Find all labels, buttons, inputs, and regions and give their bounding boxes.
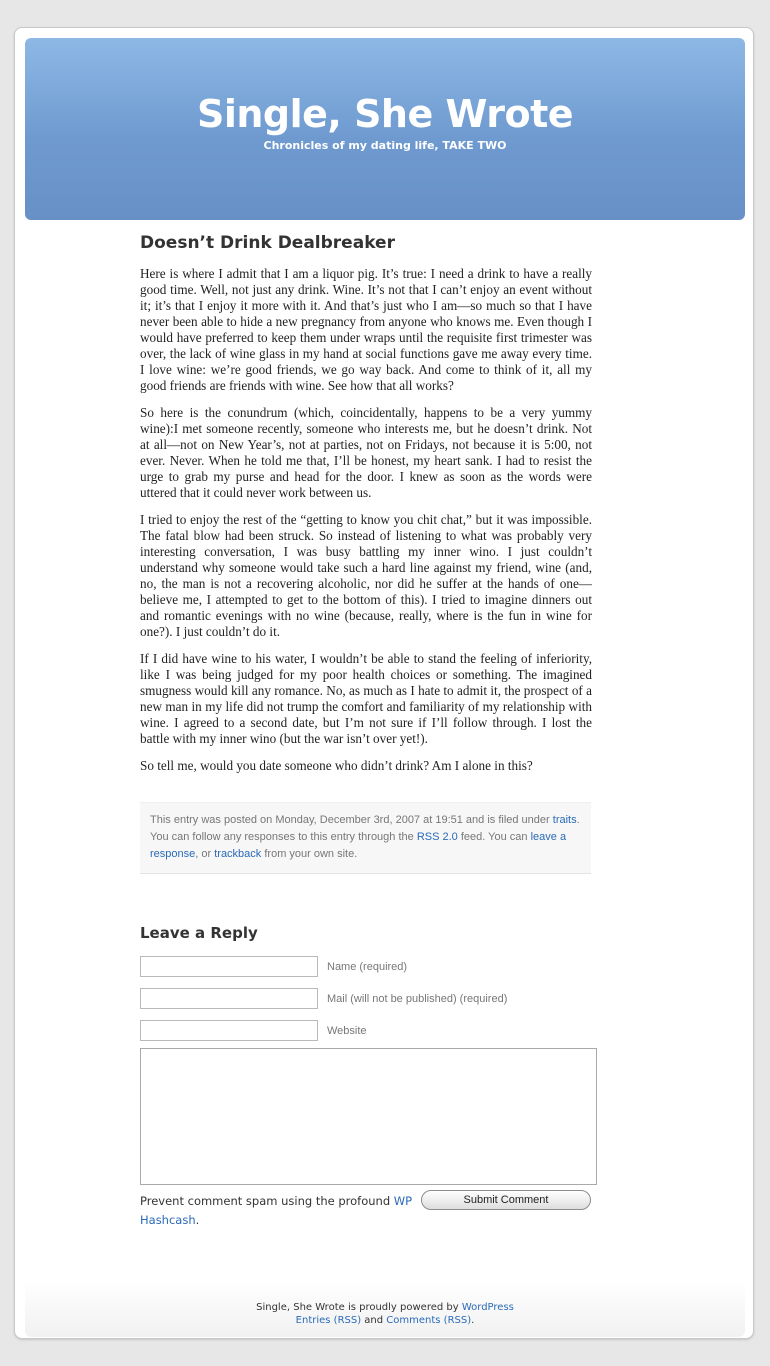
rss-feed-link[interactable]: RSS 2.0 xyxy=(416,831,458,843)
post-content xyxy=(140,230,592,785)
comments-rss-link[interactable]: Comments (RSS) xyxy=(386,1315,472,1326)
blog-title[interactable]: Single, She Wrote xyxy=(196,92,574,136)
post-paragraph: So here is the conundrum (which, coincidentally, happens to be a very yummy wine):I met someone recently, someone who interests me, but he doesn’t drink. Not at all—not on New Year’s, not at parties, not on Fridays, not because it is 5:00, not ever. Never. When he told me that, I’ll be honest, my heart sank. I had to resist the urge to grab my purse and head for the door. I knew as soon as the words were uttered that it could never work between us. xyxy=(140,405,592,500)
postmeta-text: from your own site. xyxy=(261,848,358,860)
footer-end-text: . xyxy=(471,1315,475,1326)
email-label: Mail (will not be published) (required) xyxy=(327,993,508,1005)
footer-feeds xyxy=(25,1315,745,1326)
post-metadata xyxy=(140,802,591,874)
entries-rss-link[interactable]: Entries (RSS) xyxy=(295,1315,362,1326)
website-field[interactable] xyxy=(140,1020,318,1041)
post-paragraph: So tell me, would you date someone who didn’t drink? Am I alone in this? xyxy=(140,758,533,773)
spam-note xyxy=(140,1192,430,1230)
spam-text: Prevent comment spam using the profound xyxy=(140,1194,394,1208)
website-label: Website xyxy=(327,1025,367,1037)
category-link[interactable]: traits xyxy=(552,814,577,826)
postmeta-text: This entry was posted on Monday, December 3rd, 2007 at 19:51 and is filed under xyxy=(150,814,553,826)
post-paragraph: Here is where I admit that I am a liquor pig. It’s true: I need a drink to have a really good time. Well, not just any drink. Wine. It’s not that I can’t enjoy an event without it; it’s that I enjoy it more with it. And that’s just who I am—so much so that I have never been able to hide a new pregnancy from anyone who knows me. Even though I would have preferred to keep them under wraps until the requisite first trimester was over, the lack of wine glass in my hand at social functions gave me away every time. I love wine: we’re good friends, we go way back. And come to think of it, all my good friends are friends with wine. See how that all works? xyxy=(140,266,592,393)
submit-comment-button[interactable]: Submit Comment xyxy=(421,1190,591,1210)
name-field[interactable] xyxy=(140,956,318,977)
blog-tagline: Chronicles of my dating life, TAKE TWO xyxy=(263,139,507,152)
comment-textarea[interactable] xyxy=(140,1048,597,1185)
postmeta-text: . You can follow any responses to this entry through the xyxy=(150,814,580,843)
post-paragraph: If I did have wine to his water, I wouldn’t be able to stand the feeling of inferiority, like I was being judged for my poor health choices or something. The imagined smugness would kill any romance. No, as much as I hate to admit it, the prospect of a new man in my life did not trump the comfort and familiarity of my relationship with wine. I agreed to a second date, but I’m not sure if I’ll follow through. I lost the battle with my inner wino (but the war isn’t over yet!). xyxy=(140,651,592,746)
postmeta-text: , or xyxy=(195,848,215,860)
post-title: Doesn’t Drink Dealbreaker xyxy=(140,233,395,253)
name-label: Name (required) xyxy=(327,961,408,973)
footer-and-text: and xyxy=(361,1315,387,1326)
postmeta-text: feed. You can xyxy=(457,831,531,843)
leave-reply-heading: Leave a Reply xyxy=(140,924,258,942)
wordpress-link[interactable]: WordPress xyxy=(461,1302,514,1313)
trackback-link[interactable]: trackback xyxy=(214,848,262,860)
post-paragraph: I tried to enjoy the rest of the “getting to know you chit chat,” but it was impossible. The fatal blow had been struck. So instead of listening to what was probably very interesting conversation, I was busy battling my inner wino. I just couldn’t understand why someone would take such a hard line against my friend, wine (and, no, the man is not a recovering alcoholic, nor did he suffer at the hands of one—believe me, I attempted to get to the bottom of this). I tried to imagine dinners out and romantic evenings with no wine (because, really, where is the fun in wine for one?). I just couldn’t do it. xyxy=(140,512,592,639)
blog-header xyxy=(25,38,745,220)
hashcash-link[interactable]: WP Hashcash xyxy=(140,1194,413,1227)
footer-text: Single, She Wrote is proudly powered by xyxy=(256,1302,462,1313)
footer xyxy=(25,1281,745,1337)
email-field[interactable] xyxy=(140,988,318,1009)
leave-response-link[interactable]: leave a response xyxy=(150,831,567,860)
footer-powered-by xyxy=(25,1302,745,1313)
spam-end: . xyxy=(195,1213,200,1227)
